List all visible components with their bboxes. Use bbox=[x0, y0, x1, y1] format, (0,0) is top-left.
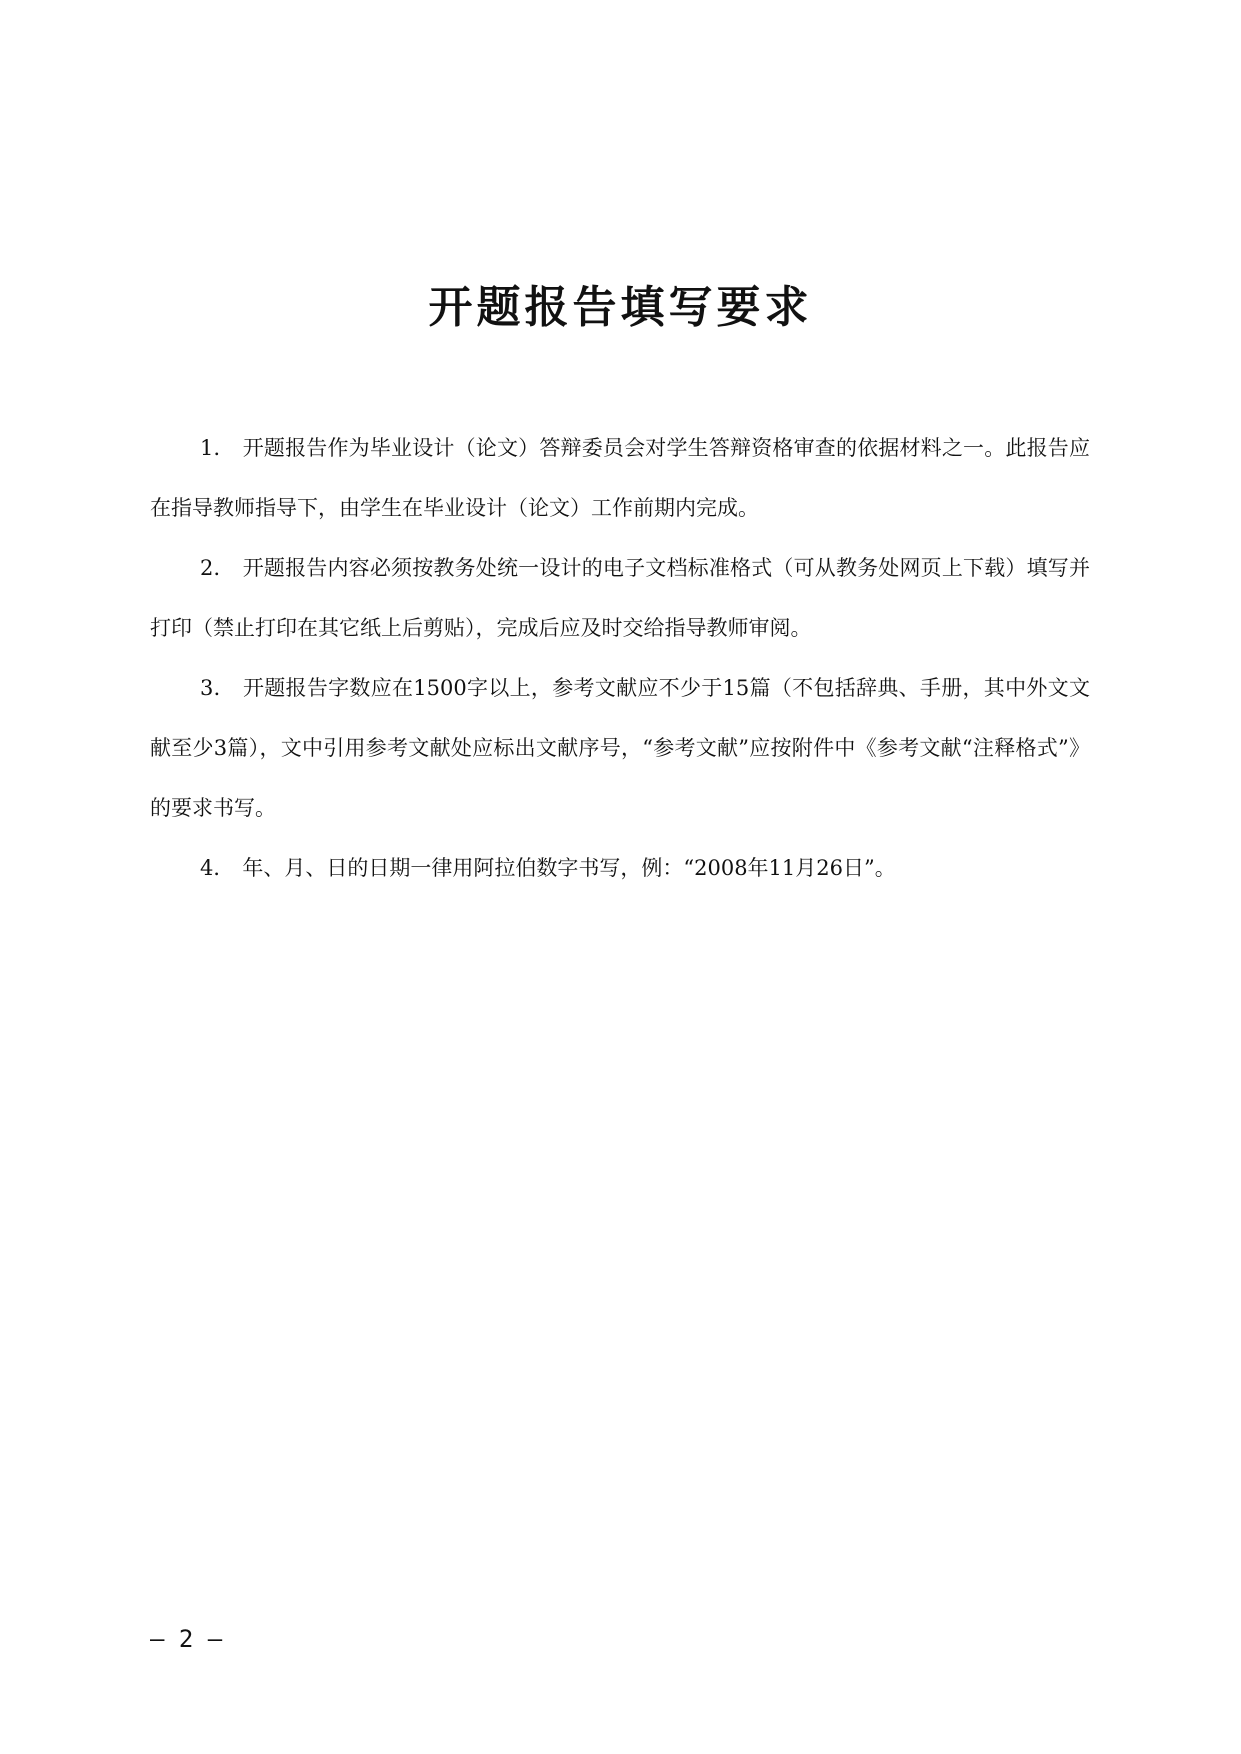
requirement-number: 4． bbox=[200, 856, 235, 880]
requirement-item-2 bbox=[150, 538, 1090, 658]
requirement-number: 3． bbox=[200, 676, 235, 700]
requirement-item-1 bbox=[150, 418, 1090, 538]
requirement-text: 开题报告字数应在1500字以上，参考文献应不少于15篇（不包括辞典、手册，其中外文文献至少3篇），文中引用参考文献处应标出文献序号，“参考文献”应按附件中《参考文献“注释格式”》的要求书写。 bbox=[150, 676, 1090, 820]
requirement-item-3 bbox=[150, 658, 1090, 838]
requirement-text: 开题报告内容必须按教务处统一设计的电子文档标准格式（可从教务处网页上下载）填写并打印（禁止打印在其它纸上后剪贴），完成后应及时交给指导教师审阅。 bbox=[150, 556, 1090, 640]
page-number: – 2 – bbox=[150, 1625, 223, 1653]
requirements-list bbox=[150, 418, 1090, 898]
page-title: 开题报告填写要求 bbox=[428, 282, 813, 333]
requirement-number: 1． bbox=[200, 436, 235, 460]
requirement-number: 2． bbox=[200, 556, 235, 580]
requirement-text: 开题报告作为毕业设计（论文）答辩委员会对学生答辩资格审查的依据材料之一。此报告应在指导教师指导下，由学生在毕业设计（论文）工作前期内完成。 bbox=[150, 436, 1090, 520]
requirement-text: 年、月、日的日期一律用阿拉伯数字书写，例：“2008年11月26日”。 bbox=[242, 856, 896, 880]
requirement-item-4 bbox=[150, 838, 1090, 898]
